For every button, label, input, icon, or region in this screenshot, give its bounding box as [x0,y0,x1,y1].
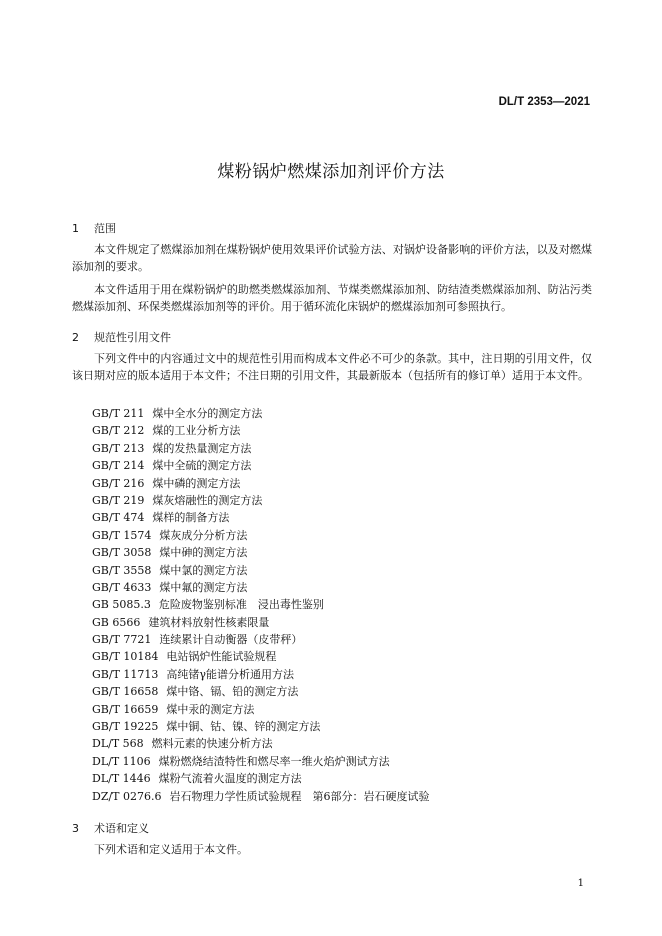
reference-code: GB/T 3058 [92,546,152,560]
reference-code: GB/T 16658 [92,685,159,699]
reference-title: 煤中氯的测定方法 [159,563,248,577]
reference-item [92,457,430,474]
reference-item [92,718,430,735]
reference-title: 煤中汞的测定方法 [166,702,255,716]
scope-paragraph-1: 本文件规定了燃煤添加剂在煤粉锅炉使用效果评价试验方法、对锅炉设备影响的评价方法，以及对燃煤添加剂的要求。 [72,243,592,273]
references-intro-paragraph: 下列文件中的内容通过文中的规范性引用而构成本文件必不可少的条款。其中，注日期的引用文件，仅该日期对应的版本适用于本文件；不注日期的引用文件，其最新版本（包括所有的修订单）适用于本文件。 [72,352,592,382]
reference-code: GB/T 11713 [92,667,159,681]
reference-code: GB/T 213 [92,441,145,455]
reference-code: GB/T 4633 [92,580,152,594]
reference-title: 煤中砷的测定方法 [159,546,248,560]
reference-item [92,579,430,596]
reference-code: GB/T 19225 [92,720,159,734]
reference-title: 煤样的制备方法 [152,511,230,525]
reference-title: 岩石物理力学性质试验规程 第6部分：岩石硬度试验 [169,789,430,803]
reference-title: 煤粉气流着火温度的测定方法 [158,772,302,786]
section-heading-scope [72,220,116,236]
reference-title: 连续累计自动衡器（皮带秤） [159,633,303,647]
reference-title: 煤的工业分析方法 [152,424,241,438]
reference-title: 高纯锗γ能谱分析通用方法 [166,667,294,681]
reference-title: 煤中氟的测定方法 [159,580,248,594]
section-number: 2 [72,331,79,344]
reference-code: GB/T 212 [92,424,145,438]
section-heading-normative-references [72,329,171,345]
reference-item [92,422,430,439]
reference-item [92,666,430,683]
reference-item [92,544,430,561]
reference-code: GB/T 3558 [92,563,152,577]
reference-title: 煤中全硫的测定方法 [152,459,252,473]
reference-item [92,527,430,544]
reference-code: GB 6566 [92,615,141,629]
section-title: 术语和定义 [94,822,149,835]
reference-title: 煤粉燃烧结渣特性和燃尽率一维火焰炉测试方法 [158,754,390,768]
reference-code: GB/T 219 [92,493,145,507]
reference-item [92,509,430,526]
reference-item [92,770,430,787]
reference-code: GB/T 214 [92,459,145,473]
reference-title: 危险废物鉴别标准 浸出毒性鉴别 [158,598,324,612]
reference-item [92,701,430,718]
reference-code: GB/T 216 [92,476,145,490]
reference-title: 煤的发热量测定方法 [152,441,252,455]
terms-intro-paragraph: 下列术语和定义适用于本文件。 [94,843,248,856]
reference-item [92,614,430,631]
reference-code: GB/T 474 [92,511,145,525]
reference-item [92,788,430,805]
reference-item [92,648,430,665]
reference-code: DZ/T 0276.6 [92,789,162,803]
standard-id: DL/T 2353—2021 [498,96,590,108]
reference-code: GB/T 16659 [92,702,159,716]
section-number: 3 [72,822,79,835]
reference-code: GB/T 1574 [92,528,152,542]
scope-paragraph-2: 本文件适用于用在煤粉锅炉的助燃类燃煤添加剂、节煤类燃煤添加剂、防结渣类燃煤添加剂、防沾污类燃煤添加剂、环保类燃煤添加剂等的评价。用于循环流化床锅炉的燃煤添加剂可参照执行。 [72,283,592,313]
reference-title: 煤中全水分的测定方法 [152,407,263,420]
section-title: 范围 [94,222,116,235]
section-title: 规范性引用文件 [94,331,171,344]
reference-code: DL/T 1106 [92,754,151,768]
reference-item [92,753,430,770]
reference-item [92,440,430,457]
page-number: 1 [577,878,584,889]
section-number: 1 [72,222,79,235]
reference-title: 电站锅炉性能试验规程 [166,650,277,664]
reference-item [92,562,430,579]
reference-title: 煤灰熔融性的测定方法 [152,493,263,507]
reference-item [92,492,430,509]
reference-item [92,631,430,648]
reference-code: GB/T 211 [92,407,145,420]
reference-code: GB/T 10184 [92,650,159,664]
reference-title: 煤中铬、镉、铅的测定方法 [166,685,299,699]
document-title: 煤粉锅炉燃煤添加剂评价方法 [217,162,445,182]
reference-code: DL/T 568 [92,737,144,751]
reference-item [92,683,430,700]
reference-item [92,475,430,492]
section-heading-terms [72,820,149,836]
reference-title: 煤中铜、钴、镍、锌的测定方法 [166,720,321,734]
reference-code: DL/T 1446 [92,772,151,786]
reference-item [92,596,430,613]
reference-code: GB 5085.3 [92,598,151,612]
reference-title: 燃料元素的快速分析方法 [151,737,273,751]
reference-list [92,405,430,805]
reference-title: 建筑材料放射性核素限量 [148,615,270,629]
reference-item [92,735,430,752]
reference-code: GB/T 7721 [92,633,152,647]
reference-item [92,405,430,422]
reference-title: 煤灰成分分析方法 [159,528,248,542]
reference-title: 煤中磷的测定方法 [152,476,241,490]
